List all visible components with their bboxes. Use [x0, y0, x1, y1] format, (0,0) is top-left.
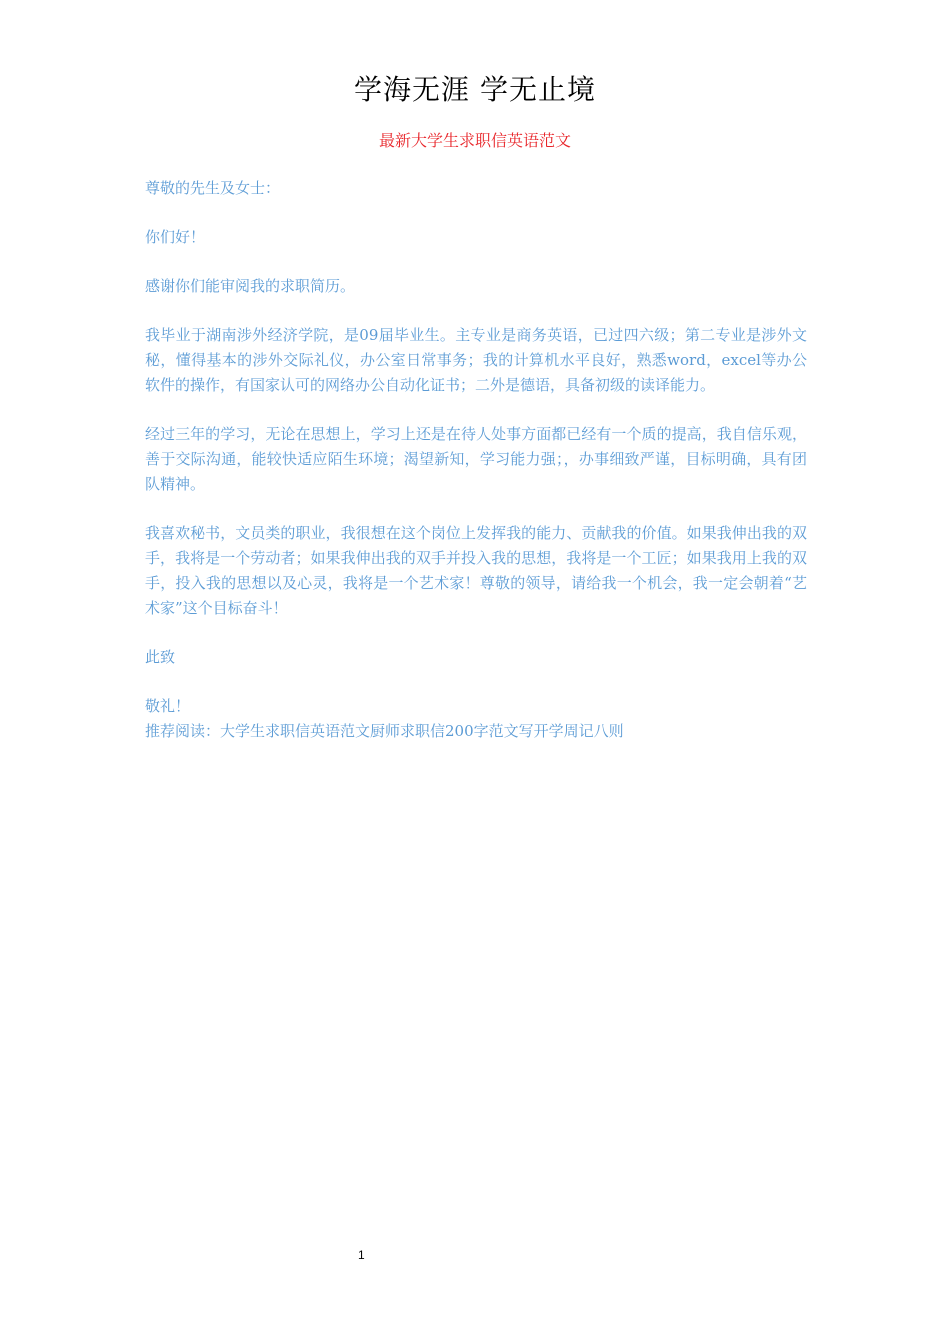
page-number: 1: [358, 1248, 365, 1262]
career-goal-paragraph: 我喜欢秘书，文员类的职业，我很想在这个岗位上发挥我的能力、贡献我的价值。如果我伸出我的双手，我将是一个劳动者；如果我伸出我的双手并投入我的思想，我将是一个工匠；如果我用上我的双手，投入我的思想以及心灵，我将是一个艺术家！尊敬的领导，请给我一个机会，我一定会朝着“艺术家”这个目标奋斗！: [145, 524, 807, 617]
closing-salute: 敬礼！: [145, 697, 191, 715]
letter-body: [145, 176, 807, 744]
header-title: 学海无涯 学无止境: [354, 73, 596, 106]
thanks-paragraph: 感谢你们能审阅我的求职简历。: [145, 277, 356, 295]
greeting: 你们好！: [145, 228, 206, 246]
closing-phrase: 此致: [145, 648, 176, 666]
education-paragraph: 我毕业于湖南涉外经济学院，是09届毕业生。主专业是商务英语，已过四六级；第二专业是涉外文秘，懂得基本的涉外交际礼仪，办公室日常事务；我的计算机水平良好，熟悉word，excel等办公软件的操作，有国家认可的网络办公自动化证书；二外是德语，具备初级的读译能力。: [145, 326, 807, 394]
salutation: 尊敬的先生及女士：: [145, 179, 281, 197]
self-assessment-paragraph: 经过三年的学习，无论在思想上，学习上还是在待人处事方面都已经有一个质的提高，我自信乐观，善于交际沟通，能较快适应陌生环境；渴望新知，学习能力强；，办事细致严谨，目标明确，具有团队精神。: [145, 425, 807, 493]
recommended-reading[interactable]: 推荐阅读：大学生求职信英语范文厨师求职信200字范文写开学周记八则: [145, 722, 624, 740]
document-title: 最新大学生求职信英语范文: [378, 131, 571, 150]
